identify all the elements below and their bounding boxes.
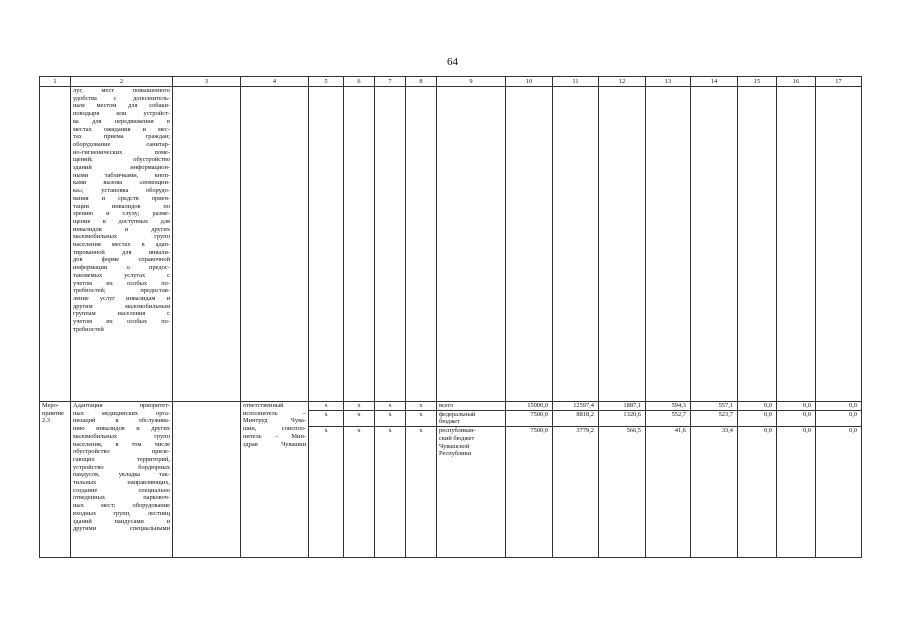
measure-description bbox=[71, 402, 173, 558]
amount-cell: 1887,1 bbox=[599, 402, 646, 411]
text-line: ными табличками, кноп- bbox=[73, 171, 170, 179]
amount-cell: 7500,0 bbox=[506, 410, 553, 426]
amount-cell: 566,5 bbox=[599, 427, 646, 558]
column-header: 17 bbox=[816, 77, 862, 87]
text-line: бюджет bbox=[439, 418, 460, 426]
text-line: ка»; установка оборудо- bbox=[73, 187, 170, 195]
amount-cell: 0,0 bbox=[816, 427, 862, 558]
amount-cell: 0,0 bbox=[777, 410, 816, 426]
text-line: Минтруд Чува- bbox=[243, 417, 306, 425]
text-line: здрав Чувашии bbox=[243, 440, 306, 448]
text-line: требностей; предостав- bbox=[73, 287, 170, 295]
code-cell: x bbox=[406, 427, 437, 558]
text-line: учетом их особых по- bbox=[73, 318, 170, 326]
amount-cell: 3779,2 bbox=[553, 427, 599, 558]
text-line: ным местом для собаки- bbox=[73, 102, 170, 110]
text-line: приятие bbox=[42, 409, 65, 417]
amount-cell: 0,0 bbox=[738, 410, 777, 426]
column-header: 15 bbox=[738, 77, 777, 87]
amount-cell: 557,1 bbox=[691, 402, 738, 411]
text-line: зданий информацион- bbox=[73, 164, 170, 172]
text-line: входных групп, лестниц bbox=[73, 509, 170, 517]
amount-cell: 1320,6 bbox=[599, 410, 646, 426]
code-cell: x bbox=[309, 410, 344, 426]
column-header: 8 bbox=[406, 77, 437, 87]
text-line: низаций к обслужива- bbox=[73, 417, 170, 425]
text-line: обустройство приле- bbox=[73, 448, 170, 456]
text-line: тах приема граждан; bbox=[73, 133, 170, 141]
text-line: федеральный bbox=[439, 410, 476, 418]
code-cell: x bbox=[406, 410, 437, 426]
continuation-row bbox=[40, 87, 862, 402]
amount-cell: 594,3 bbox=[646, 402, 691, 411]
text-line: местах ожидания и мес- bbox=[73, 125, 170, 133]
amount-cell: 0,0 bbox=[738, 427, 777, 558]
code-cell: x bbox=[344, 427, 375, 558]
text-line: луг, мест повышенного bbox=[73, 87, 170, 94]
code-cell: x bbox=[344, 410, 375, 426]
funding-source bbox=[437, 427, 506, 558]
amount-cell: 0,0 bbox=[816, 402, 862, 411]
amount-cell: 15000,0 bbox=[506, 402, 553, 411]
text-line: тавляемых услугах с bbox=[73, 271, 170, 279]
amount-cell: 552,7 bbox=[646, 410, 691, 426]
funding-source bbox=[437, 410, 506, 426]
code-cell: x bbox=[375, 427, 406, 558]
text-line: Чувашской bbox=[439, 442, 470, 450]
amount-cell: 0,0 bbox=[816, 410, 862, 426]
amount-cell: 0,0 bbox=[777, 427, 816, 558]
text-line: группам населения с bbox=[73, 310, 170, 318]
text-line: дов форме справочной bbox=[73, 256, 170, 264]
text-line: республикан- bbox=[439, 427, 476, 435]
column-header: 10 bbox=[506, 77, 553, 87]
page-number: 64 bbox=[447, 56, 458, 68]
text-line: но-гигиенических поме- bbox=[73, 148, 170, 156]
text-line: ление услуг инвалидам и bbox=[73, 294, 170, 302]
code-cell: x bbox=[375, 410, 406, 426]
code-cell: x bbox=[309, 402, 344, 411]
text-line: Меро- bbox=[42, 402, 59, 409]
column-header: 7 bbox=[375, 77, 406, 87]
amount-cell: 0,0 bbox=[777, 402, 816, 411]
text-line: тильных направляющих, bbox=[73, 479, 170, 487]
amount-cell: 41,6 bbox=[646, 427, 691, 558]
funding-row bbox=[40, 402, 862, 411]
column-header: 16 bbox=[777, 77, 816, 87]
text-line: ных мест; оборудование bbox=[73, 502, 170, 510]
text-line: ками вызова «помощни- bbox=[73, 179, 170, 187]
amount-cell: 33,4 bbox=[691, 427, 738, 558]
text-line: всего bbox=[439, 402, 454, 409]
text-line: щение в доступных для bbox=[73, 217, 170, 225]
text-line: устройство бордюрных bbox=[73, 463, 170, 471]
text-line: маломобильных групп bbox=[73, 233, 170, 241]
text-line: исполнитель – bbox=[243, 409, 306, 417]
column-header: 14 bbox=[691, 77, 738, 87]
column-header: 5 bbox=[309, 77, 344, 87]
text-line: зданий пандусами и bbox=[73, 517, 170, 525]
text-line: зрению и слуху; разме- bbox=[73, 210, 170, 218]
amount-cell: 0,0 bbox=[738, 402, 777, 411]
amount-cell: 8818,2 bbox=[553, 410, 599, 426]
column-header: 1 bbox=[40, 77, 71, 87]
text-line: щений; обустройство bbox=[73, 156, 170, 164]
text-line: нию инвалидов и других bbox=[73, 425, 170, 433]
code-cell: x bbox=[309, 427, 344, 558]
column-header: 13 bbox=[646, 77, 691, 87]
text-line: Адаптация приоритет- bbox=[73, 402, 170, 409]
column-number-row bbox=[40, 77, 862, 87]
text-line: требностей bbox=[73, 325, 104, 333]
executor-cell bbox=[241, 402, 309, 558]
column-header: 3 bbox=[173, 77, 241, 87]
text-line: оборудование санитар- bbox=[73, 140, 170, 148]
text-line: инвалидов и других bbox=[73, 225, 170, 233]
text-line: ных медицинских орга- bbox=[73, 409, 170, 417]
text-line: ский бюджет bbox=[439, 434, 475, 442]
text-line: ответственный bbox=[243, 402, 284, 409]
cell-empty bbox=[173, 402, 241, 558]
text-line: ва для передвижения в bbox=[73, 117, 170, 125]
column-header: 6 bbox=[344, 77, 375, 87]
code-cell: x bbox=[344, 402, 375, 411]
text-line: другим маломобильным bbox=[73, 302, 170, 310]
amount-cell: 7500,0 bbox=[506, 427, 553, 558]
text-line: тации инвалидов по bbox=[73, 202, 170, 210]
code-cell: x bbox=[406, 402, 437, 411]
cell-empty bbox=[40, 87, 71, 402]
text-line: отведенных парковоч- bbox=[73, 494, 170, 502]
column-header: 12 bbox=[599, 77, 646, 87]
program-table bbox=[39, 76, 862, 558]
continuation-text bbox=[71, 87, 173, 402]
text-line: вания и средств ориен- bbox=[73, 194, 170, 202]
text-line: населения, в том числе bbox=[73, 440, 170, 448]
funding-source bbox=[437, 402, 506, 411]
column-header: 9 bbox=[437, 77, 506, 87]
text-line: пандусов, укладка так- bbox=[73, 471, 170, 479]
text-line: Республики bbox=[439, 450, 472, 458]
text-line: другими специальными bbox=[73, 525, 170, 533]
text-line: населения местах в адап- bbox=[73, 241, 170, 249]
text-line: учетом их особых по- bbox=[73, 279, 170, 287]
text-line: шии, соиспол- bbox=[243, 425, 306, 433]
code-cell: x bbox=[375, 402, 406, 411]
amount-cell: 12597,4 bbox=[553, 402, 599, 411]
text-line: нитель – Мин- bbox=[243, 432, 306, 440]
text-line: 2.3 bbox=[42, 417, 50, 425]
text-line: информации о предос- bbox=[73, 264, 170, 272]
text-line: удобства с дополнитель- bbox=[73, 94, 170, 102]
amount-cell: 523,7 bbox=[691, 410, 738, 426]
text-line: поводыря или устройст- bbox=[73, 110, 170, 118]
text-line: гающих территорий, bbox=[73, 455, 170, 463]
column-header: 2 bbox=[71, 77, 173, 87]
text-line: маломобильных групп bbox=[73, 432, 170, 440]
column-header: 11 bbox=[553, 77, 599, 87]
text-line: создание специально bbox=[73, 486, 170, 494]
measure-label bbox=[40, 402, 71, 558]
column-header: 4 bbox=[241, 77, 309, 87]
text-line: тированной для инвали- bbox=[73, 248, 170, 256]
